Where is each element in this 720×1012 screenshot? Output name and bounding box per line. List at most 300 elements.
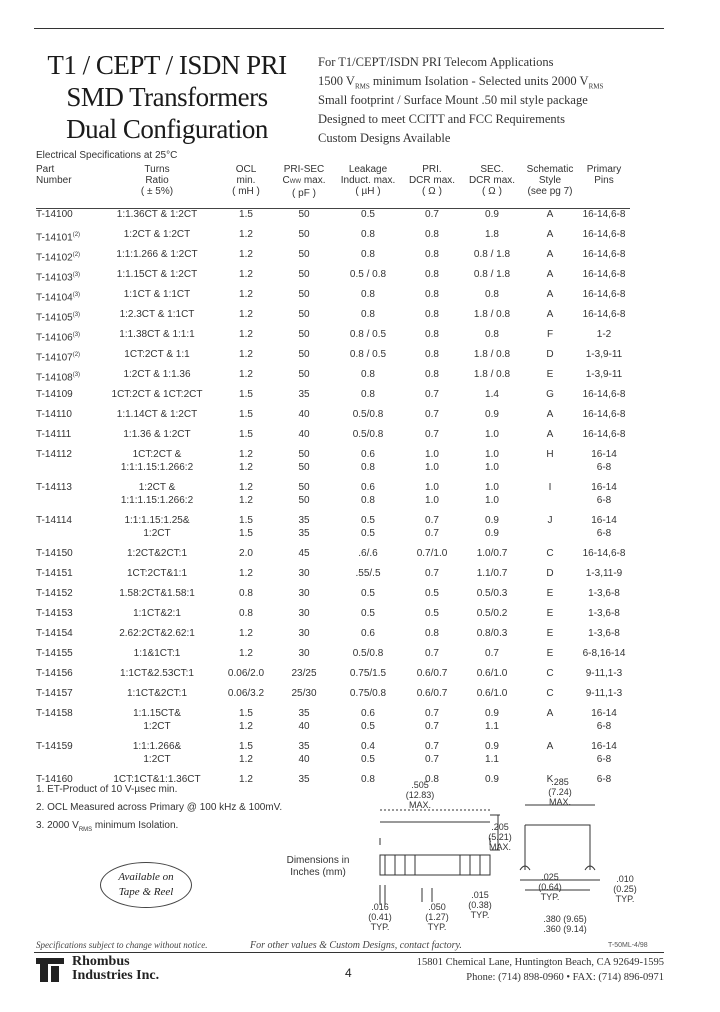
cell-pri: 0.7 bbox=[425, 389, 439, 400]
cell-pins: 16-14,6-8 bbox=[582, 309, 626, 320]
part-number: T-14102$^{(2)}$ bbox=[36, 252, 81, 264]
cell-pins: 16-14 6-8 bbox=[591, 741, 617, 765]
dim-285-max: MAX. bbox=[548, 797, 572, 807]
cell-pri: 0.7 bbox=[425, 209, 439, 220]
cell-cap: 45 bbox=[298, 548, 310, 559]
cell-leak: 0.6 0.8 bbox=[361, 449, 375, 473]
cell-pins: 16-14,6-8 bbox=[582, 269, 626, 280]
cell-sec: 0.9 1.1 bbox=[485, 708, 499, 732]
company-name: Rhombus Industries Inc. bbox=[72, 954, 160, 983]
table-row bbox=[36, 209, 630, 230]
cell-sec: 1.8 bbox=[485, 229, 499, 240]
cell-pri: 0.8 bbox=[425, 269, 439, 280]
table-row bbox=[36, 708, 630, 741]
cell-pri: 0.8 bbox=[425, 309, 439, 320]
dim-010: .010 bbox=[616, 874, 634, 884]
cell-leak: 0.8 bbox=[361, 229, 375, 240]
col-part: Part Number bbox=[36, 164, 72, 186]
cell-style: E bbox=[546, 648, 554, 659]
cell-leak: 0.5 bbox=[361, 608, 375, 619]
cell-pins: 16-14 6-8 bbox=[591, 708, 617, 732]
part-number: T-14154 bbox=[36, 628, 73, 639]
cell-leak: .6/.6 bbox=[358, 548, 378, 559]
cell-leak: 0.5/0.8 bbox=[352, 409, 384, 420]
table-row bbox=[36, 349, 630, 369]
cell-ocl: 1.2 bbox=[239, 369, 253, 380]
table-row bbox=[36, 409, 630, 429]
cell-pri: 1.0 1.0 bbox=[425, 482, 439, 506]
cell-ocl: 1.2 bbox=[239, 229, 253, 240]
table-row bbox=[36, 449, 630, 482]
cell-ocl: 1.2 bbox=[239, 774, 253, 785]
spec-change-notice: Specifications subject to change without notice. bbox=[36, 940, 208, 950]
cell-leak: 0.6 0.5 bbox=[361, 708, 375, 732]
cell-sec: 0.7 bbox=[485, 648, 499, 659]
dim-025-typ: TYP. bbox=[540, 892, 560, 902]
part-number: T-14160 bbox=[36, 774, 73, 785]
cell-pri: 0.8 bbox=[425, 774, 439, 785]
bottom-rule bbox=[34, 952, 664, 953]
cell-pri: 0.5 bbox=[425, 588, 439, 599]
cell-cap: 50 bbox=[298, 369, 310, 380]
cell-leak: 0.6 bbox=[361, 628, 375, 639]
cell-style: C bbox=[546, 688, 554, 699]
page-number: 4 bbox=[345, 966, 352, 980]
cell-turns: 1:2CT & 1:1.36 bbox=[123, 369, 191, 380]
cell-ocl: 2.0 bbox=[239, 548, 253, 559]
cell-leak: 0.8 bbox=[361, 369, 375, 380]
col-schematic: Schematic Style (see pg 7) bbox=[526, 164, 574, 197]
table-row bbox=[36, 369, 630, 389]
dim-505: .505 bbox=[411, 780, 429, 790]
cell-cap: 50 bbox=[298, 229, 310, 240]
part-number: T-14108$^{(3)}$ bbox=[36, 372, 81, 384]
dim-015-typ: TYP. bbox=[470, 910, 490, 920]
dim-205-max: MAX. bbox=[488, 842, 512, 852]
cell-pins: 1-3,6-8 bbox=[588, 608, 620, 619]
cell-leak: 0.8 / 0.5 bbox=[349, 329, 387, 340]
cell-ocl: 1.2 bbox=[239, 249, 253, 260]
cell-pri: 0.7 bbox=[425, 429, 439, 440]
cell-style: C bbox=[546, 668, 554, 679]
cell-sec: 1.0/0.7 bbox=[476, 548, 508, 559]
cell-cap: 50 bbox=[298, 349, 310, 360]
cell-sec: 1.4 bbox=[485, 389, 499, 400]
spec-table bbox=[36, 164, 630, 794]
cell-sec: 0.8 / 1.8 bbox=[473, 269, 511, 280]
part-number: T-14150 bbox=[36, 548, 73, 559]
cell-sec: 0.6/1.0 bbox=[476, 668, 508, 679]
cell-turns: 1:1CT & 1:1CT bbox=[123, 289, 191, 300]
cell-pri: 0.8 bbox=[425, 369, 439, 380]
table-row bbox=[36, 608, 630, 628]
cell-ocl: 1.2 bbox=[239, 568, 253, 579]
cell-leak: 0.5 bbox=[361, 588, 375, 599]
cell-style: C bbox=[546, 548, 554, 559]
cell-leak: 0.8 bbox=[361, 289, 375, 300]
title-line3: Dual Configuration bbox=[66, 114, 268, 144]
cell-style: E bbox=[546, 608, 554, 619]
cell-turns: 1:1CT&2CT:1 bbox=[126, 688, 188, 699]
cell-leak: 0.8 / 0.5 bbox=[349, 349, 387, 360]
cell-pri: 0.7 0.7 bbox=[425, 741, 439, 765]
cell-pins: 16-14,6-8 bbox=[582, 429, 626, 440]
cell-leak: 0.75/0.8 bbox=[349, 688, 387, 699]
cell-turns: 1CT:2CT&1:1 bbox=[126, 568, 188, 579]
dim-016: .016 bbox=[371, 902, 389, 912]
cell-ocl: 1.5 1.2 bbox=[239, 741, 253, 765]
dim-505-mm: (12.83) bbox=[405, 790, 435, 800]
cell-ocl: 1.2 1.2 bbox=[239, 482, 253, 506]
cell-pri: 0.7 bbox=[425, 409, 439, 420]
part-number: T-14153 bbox=[36, 608, 73, 619]
cell-sec: 1.0 1.0 bbox=[485, 449, 499, 473]
cell-pins: 16-14 6-8 bbox=[591, 482, 617, 506]
dim-205: .205 bbox=[491, 822, 509, 832]
custom-designs-notice: For other values & Custom Designs, contact factory. bbox=[250, 940, 462, 951]
part-number: T-14151 bbox=[36, 568, 73, 579]
cell-cap: 40 bbox=[298, 429, 310, 440]
part-number: T-14113 bbox=[36, 482, 72, 493]
dim-050-typ: TYP. bbox=[427, 922, 447, 932]
part-number: T-14110 bbox=[36, 409, 72, 420]
cell-style: A bbox=[546, 209, 554, 220]
part-number: T-14101$^{(2)}$ bbox=[36, 232, 81, 244]
cell-pins: 1-3,11-9 bbox=[585, 568, 623, 579]
cell-sec: 0.8/0.3 bbox=[476, 628, 508, 639]
cell-turns: 1:1.15CT& 1:2CT bbox=[133, 708, 181, 732]
table-row bbox=[36, 688, 630, 708]
cell-turns: 1CT:2CT & 1CT:2CT bbox=[111, 389, 203, 400]
table-row bbox=[36, 648, 630, 668]
cell-cap: 50 bbox=[298, 209, 310, 220]
cell-sec: 0.5/0.3 bbox=[476, 588, 508, 599]
table-row bbox=[36, 482, 630, 515]
cell-style: A bbox=[546, 708, 554, 719]
col-pins: Primary Pins bbox=[586, 164, 622, 186]
table-row bbox=[36, 548, 630, 568]
tape-reel-badge: Available on Tape & Reel bbox=[100, 862, 192, 908]
table-row bbox=[36, 429, 630, 449]
cell-turns: 1:1:1.15:1.25& 1:2CT bbox=[124, 515, 190, 539]
feature-4: Designed to meet CCITT and FCC Requirements bbox=[318, 112, 565, 126]
note-2: 2. OCL Measured across Primary @ 100 kHz & 100mV. bbox=[36, 802, 283, 813]
electrical-spec-label: Electrical Specifications at 25°C bbox=[36, 150, 178, 161]
doc-code: T-50ML-4/98 bbox=[608, 942, 648, 949]
table-row bbox=[36, 568, 630, 588]
cell-style: A bbox=[546, 269, 554, 280]
cell-cap: 50 bbox=[298, 249, 310, 260]
cell-style: G bbox=[546, 389, 554, 400]
rhombus-logo-icon bbox=[36, 956, 66, 984]
part-number: T-14155 bbox=[36, 648, 73, 659]
part-number: T-14109 bbox=[36, 389, 73, 400]
cell-pins: 9-11,1-3 bbox=[585, 668, 623, 679]
cell-cap: 25/30 bbox=[291, 688, 317, 699]
cell-sec: 1.0 bbox=[485, 429, 499, 440]
cell-pri: 0.8 bbox=[425, 229, 439, 240]
cell-style: K bbox=[546, 774, 554, 785]
feature-5: Custom Designs Available bbox=[318, 131, 451, 145]
col-pri-dcr: PRI. DCR max. ( Ω ) bbox=[408, 164, 456, 197]
cell-sec: 0.8 bbox=[485, 289, 499, 300]
table-row bbox=[36, 309, 630, 329]
cell-turns: 1:2CT & 1:1:1.15:1.266:2 bbox=[120, 482, 194, 506]
title-line1: T1 / CEPT / ISDN PRI bbox=[47, 50, 287, 80]
cell-pri: 0.8 bbox=[425, 628, 439, 639]
cell-sec: 0.8 bbox=[485, 329, 499, 340]
part-number: T-14111 bbox=[36, 429, 72, 440]
cell-ocl: 1.5 bbox=[239, 389, 253, 400]
cell-leak: 0.5 bbox=[361, 209, 375, 220]
feature-3: Small footprint / Surface Mount .50 mil style package bbox=[318, 93, 588, 107]
cell-ocl: 0.06/3.2 bbox=[227, 688, 265, 699]
title-line2: SMD Transformers bbox=[66, 82, 268, 112]
dimensions-label: Dimensions in Inches (mm) bbox=[286, 855, 350, 878]
col-sec-dcr: SEC. DCR max. ( Ω ) bbox=[468, 164, 516, 197]
cell-pins: 1-3,6-8 bbox=[588, 588, 620, 599]
cell-leak: 0.5/0.8 bbox=[352, 429, 384, 440]
cell-style: A bbox=[546, 429, 554, 440]
part-number: T-14114 bbox=[36, 515, 72, 526]
cell-cap: 30 bbox=[298, 628, 310, 639]
cell-pins: 16-14,6-8 bbox=[582, 389, 626, 400]
cell-leak: 0.8 bbox=[361, 309, 375, 320]
dim-285-mm: (7.24) bbox=[548, 787, 572, 797]
cell-cap: 30 bbox=[298, 588, 310, 599]
cell-turns: 1CT:1CT&1:1.36CT bbox=[113, 774, 201, 785]
note-3: 3. 2000 $V_{RMS}$ minimum Isolation. bbox=[36, 820, 179, 833]
col-turns: Turns Ratio ( ± 5%) bbox=[140, 164, 174, 197]
dim-010-typ: TYP. bbox=[615, 894, 635, 904]
cell-ocl: 1.2 bbox=[239, 628, 253, 639]
table-header bbox=[36, 164, 630, 209]
cell-cap: 30 bbox=[298, 568, 310, 579]
cell-sec: 0.9 bbox=[485, 774, 499, 785]
cell-cap: 40 bbox=[298, 409, 310, 420]
cell-turns: 1.58:2CT&1.58:1 bbox=[119, 588, 195, 599]
cell-pins: 16-14,6-8 bbox=[582, 229, 626, 240]
cell-style: E bbox=[546, 628, 554, 639]
cell-ocl: 1.2 bbox=[239, 309, 253, 320]
dim-285: .285 bbox=[551, 777, 569, 787]
dim-015: .015 bbox=[471, 890, 489, 900]
cell-pins: 16-14,6-8 bbox=[582, 409, 626, 420]
cell-ocl: 1.2 bbox=[239, 329, 253, 340]
cell-turns: 1:1CT&2.53CT:1 bbox=[120, 668, 194, 679]
dim-016-typ: TYP. bbox=[370, 922, 390, 932]
cell-cap: 23/25 bbox=[291, 668, 317, 679]
cell-pins: 1-3,9-11 bbox=[585, 369, 623, 380]
cell-pins: 9-11,1-3 bbox=[585, 688, 623, 699]
cell-ocl: 1.5 bbox=[239, 429, 253, 440]
cell-pri: 0.6/0.7 bbox=[416, 688, 448, 699]
cell-style: H bbox=[546, 449, 554, 460]
cell-ocl: 0.8 bbox=[239, 608, 253, 619]
cell-pins: 6-8,16-14 bbox=[582, 648, 626, 659]
cell-sec: 0.8 / 1.8 bbox=[473, 249, 511, 260]
cell-style: A bbox=[546, 309, 554, 320]
cell-pri: 1.0 1.0 bbox=[425, 449, 439, 473]
cell-pri: 0.7 bbox=[425, 648, 439, 659]
table-row bbox=[36, 389, 630, 409]
cell-pins: 16-14,6-8 bbox=[582, 209, 626, 220]
part-number: T-14156 bbox=[36, 668, 73, 679]
dim-050-mm: (1.27) bbox=[425, 912, 449, 922]
feature-1: For T1/CEPT/ISDN PRI Telecom Applications bbox=[318, 55, 554, 69]
cell-turns: 1:2.3CT & 1:1CT bbox=[119, 309, 195, 320]
cell-sec: 1.1/0.7 bbox=[476, 568, 508, 579]
dim-205-mm: (5.21) bbox=[488, 832, 512, 842]
col-leakage: Leakage Induct. max. ( µH ) bbox=[340, 164, 396, 197]
cell-cap: 35 40 bbox=[298, 708, 310, 732]
cell-cap: 50 50 bbox=[298, 482, 310, 506]
cell-style: E bbox=[546, 369, 554, 380]
cell-pins: 16-14 6-8 bbox=[591, 515, 617, 539]
cell-style: A bbox=[546, 741, 554, 752]
table-row bbox=[36, 269, 630, 289]
cell-leak: 0.75/1.5 bbox=[349, 668, 387, 679]
cell-turns: 2.62:2CT&2.62:1 bbox=[119, 628, 195, 639]
cell-turns: 1:1:1.266& 1:2CT bbox=[132, 741, 182, 765]
cell-turns: 1:2CT & 1:2CT bbox=[123, 229, 191, 240]
company-address: 15801 Chemical Lane, Huntington Beach, CA 92649-1595 Phone: (714) 898-0960 • FAX: (714) 896-0971 bbox=[416, 957, 664, 983]
cell-style: E bbox=[546, 588, 554, 599]
cell-leak: .55/.5 bbox=[355, 568, 381, 579]
cell-ocl: 1.5 1.5 bbox=[239, 515, 253, 539]
cell-pins: 1-3,6-8 bbox=[588, 628, 620, 639]
dim-016-mm: (0.41) bbox=[368, 912, 392, 922]
cell-pri: 0.8 bbox=[425, 349, 439, 360]
cell-pins: 16-14,6-8 bbox=[582, 289, 626, 300]
cell-style: I bbox=[548, 482, 552, 493]
table-row bbox=[36, 249, 630, 269]
cell-sec: 1.8 / 0.8 bbox=[473, 309, 511, 320]
cell-leak: 0.5 / 0.8 bbox=[349, 269, 387, 280]
cell-pri: 0.7 0.7 bbox=[425, 515, 439, 539]
table-row bbox=[36, 289, 630, 309]
cell-pins: 1-2 bbox=[596, 329, 612, 340]
cell-sec: 1.8 / 0.8 bbox=[473, 349, 511, 360]
package-dimension-drawing bbox=[350, 770, 660, 935]
cell-style: F bbox=[546, 329, 554, 340]
cell-ocl: 1.2 bbox=[239, 269, 253, 280]
cell-ocl: 1.5 bbox=[239, 409, 253, 420]
table-row bbox=[36, 515, 630, 548]
cell-cap: 50 bbox=[298, 269, 310, 280]
table-row bbox=[36, 588, 630, 608]
part-number: T-14107$^{(2)}$ bbox=[36, 352, 81, 364]
cell-turns: 1:2CT&2CT:1 bbox=[126, 548, 188, 559]
cell-ocl: 1.5 1.2 bbox=[239, 708, 253, 732]
cell-pins: 1-3,9-11 bbox=[585, 349, 623, 360]
col-prisec: PRI-SEC CWW max. ( pF ) bbox=[282, 164, 326, 199]
cell-style: A bbox=[546, 289, 554, 300]
cell-leak: 0.8 bbox=[361, 774, 375, 785]
cell-pri: 0.6/0.7 bbox=[416, 668, 448, 679]
col-ocl: OCL min. ( mH ) bbox=[232, 164, 260, 197]
cell-cap: 30 bbox=[298, 648, 310, 659]
cell-pri: 0.8 bbox=[425, 249, 439, 260]
cell-sec: 0.5/0.2 bbox=[476, 608, 508, 619]
cell-sec: 0.9 0.9 bbox=[485, 515, 499, 539]
cell-sec: 1.8 / 0.8 bbox=[473, 369, 511, 380]
cell-pri: 0.8 bbox=[425, 329, 439, 340]
dim-380: .380 (9.65) bbox=[543, 914, 587, 924]
cell-turns: 1:1.38CT & 1:1:1 bbox=[119, 329, 195, 340]
cell-ocl: 0.8 bbox=[239, 588, 253, 599]
cell-ocl: 1.2 bbox=[239, 289, 253, 300]
cell-cap: 50 bbox=[298, 289, 310, 300]
part-number: T-14112 bbox=[36, 449, 72, 460]
dim-010-mm: (0.25) bbox=[613, 884, 637, 894]
cell-leak: 0.5/0.8 bbox=[352, 648, 384, 659]
cell-sec: 1.0 1.0 bbox=[485, 482, 499, 506]
feature-2: 1500 $V_{RMS}$ minimum Isolation - Selected units 2000 $V_{RMS}$ bbox=[318, 74, 604, 91]
cell-sec: 0.9 bbox=[485, 209, 499, 220]
cell-pins: 16-14,6-8 bbox=[582, 548, 626, 559]
cell-ocl: 1.2 bbox=[239, 349, 253, 360]
part-number: T-14152 bbox=[36, 588, 73, 599]
cell-cap: 35 bbox=[298, 389, 310, 400]
part-number: T-14106$^{(3)}$ bbox=[36, 332, 81, 344]
cell-turns: 1:1.36 & 1:2CT bbox=[123, 429, 191, 440]
cell-turns: 1CT:2CT & 1:1:1.15:1.266:2 bbox=[120, 449, 194, 473]
table-row bbox=[36, 628, 630, 648]
cell-turns: 1:1.36CT & 1:2CT bbox=[116, 209, 198, 220]
cell-pri: 0.7/1.0 bbox=[416, 548, 448, 559]
cell-pri: 0.8 bbox=[425, 289, 439, 300]
dim-050: .050 bbox=[428, 902, 446, 912]
cell-leak: 0.8 bbox=[361, 249, 375, 260]
cell-leak: 0.5 0.5 bbox=[361, 515, 375, 539]
cell-sec: 0.9 1.1 bbox=[485, 741, 499, 765]
dim-025: .025 bbox=[541, 872, 559, 882]
cell-cap: 50 bbox=[298, 309, 310, 320]
cell-cap: 30 bbox=[298, 608, 310, 619]
cell-turns: 1CT:2CT & 1:1 bbox=[124, 349, 190, 360]
cell-style: A bbox=[546, 409, 554, 420]
cell-leak: 0.4 0.5 bbox=[361, 741, 375, 765]
cell-turns: 1:1.14CT & 1:2CT bbox=[116, 409, 198, 420]
cell-turns: 1:1CT&2:1 bbox=[133, 608, 181, 619]
dim-025-mm: (0.64) bbox=[538, 882, 562, 892]
dim-505-max: MAX. bbox=[408, 800, 432, 810]
cell-ocl: 1.2 1.2 bbox=[239, 449, 253, 473]
cell-style: A bbox=[546, 229, 554, 240]
cell-ocl: 1.5 bbox=[239, 209, 253, 220]
cell-ocl: 0.06/2.0 bbox=[227, 668, 265, 679]
cell-style: A bbox=[546, 249, 554, 260]
part-number: T-14100 bbox=[36, 209, 73, 220]
dim-015-mm: (0.38) bbox=[468, 900, 492, 910]
table-row bbox=[36, 229, 630, 249]
cell-sec: 0.6/1.0 bbox=[476, 688, 508, 699]
cell-sec: 0.9 bbox=[485, 409, 499, 420]
cell-ocl: 1.2 bbox=[239, 648, 253, 659]
cell-cap: 50 50 bbox=[298, 449, 310, 473]
part-number: T-14103$^{(3)}$ bbox=[36, 272, 81, 284]
part-number: T-14158 bbox=[36, 708, 73, 719]
table-row bbox=[36, 329, 630, 349]
cell-leak: 0.6 0.8 bbox=[361, 482, 375, 506]
cell-cap: 50 bbox=[298, 329, 310, 340]
note-1: 1. ET-Product of 10 V-µsec min. bbox=[36, 784, 178, 795]
cell-pins: 16-14,6-8 bbox=[582, 249, 626, 260]
part-number: T-14157 bbox=[36, 688, 73, 699]
top-rule bbox=[34, 28, 664, 29]
cell-style: J bbox=[547, 515, 553, 526]
